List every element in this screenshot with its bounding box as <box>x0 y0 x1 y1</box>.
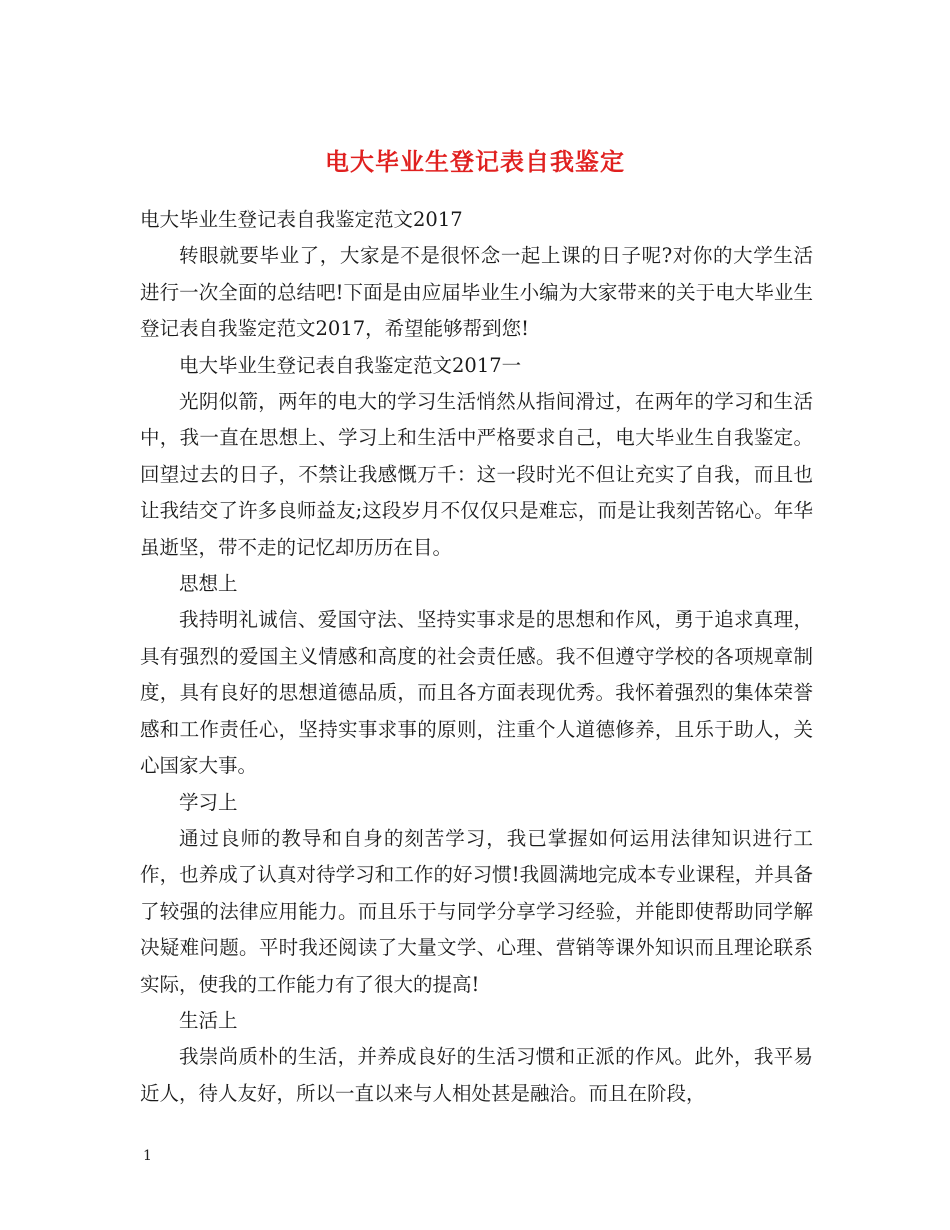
page-number: 1 <box>143 1148 152 1164</box>
section-heading-sample-one: 电大毕业生登记表自我鉴定范文2017一 <box>179 353 522 377</box>
section-heading-life: 生活上 <box>179 1008 238 1032</box>
intro-paragraph: 转眼就要毕业了，大家是不是很怀念一起上课的日子呢?对你的大学生活进行一次全面的总结吧!下面是由应届毕业生小编为大家带来的关于电大毕业生登记表自我鉴定范文2017，希望能够帮到您! <box>140 244 813 341</box>
document-subtitle: 电大毕业生登记表自我鉴定范文2017 <box>140 208 463 231</box>
thought-paragraph: 我持明礼诚信、爱国守法、坚持实事求是的思想和作风，勇于追求真理，具有强烈的爱国主义情感和高度的社会责任感。我不但遵守学校的各项规章制度，具有良好的思想道德品质，而且各方面表现优秀。我怀着强烈的集体荣誉感和工作责任心，坚持实事求事的原则，注重个人道德修养，且乐于助人，关心国家大事。 <box>140 608 813 778</box>
section-heading-study: 学习上 <box>179 790 238 814</box>
page-title: 电大毕业生登记表自我鉴定 <box>325 147 625 177</box>
overview-paragraph: 光阴似箭，两年的电大的学习生活悄然从指间滑过，在两年的学习和生活中，我一直在思想上、学习上和生活中严格要求自己，电大毕业生自我鉴定。回望过去的日子，不禁让我感慨万千：这一段时光不但让充实了自我，而且也让我结交了许多良师益友;这段岁月不仅仅只是难忘，而是让我刻苦铭心。年华虽逝坚，带不走的记忆却历历在目。 <box>140 390 813 559</box>
life-paragraph: 我崇尚质朴的生活，并养成良好的生活习惯和正派的作风。此外，我平易近人，待人友好，所以一直以来与人相处甚是融洽。而且在阶段， <box>140 1045 813 1105</box>
section-heading-thought: 思想上 <box>179 572 238 596</box>
document-body <box>140 202 813 1112</box>
study-paragraph: 通过良师的教导和自身的刻苦学习，我已掌握如何运用法律知识进行工作，也养成了认真对待学习和工作的好习惯!我圆满地完成本专业课程，并具备了较强的法律应用能力。而且乐于与同学分享学习经验，并能即使帮助同学解决疑难问题。平时我还阅读了大量文学、心理、营销等课外知识而且理论联系实际，使我的工作能力有了很大的提高! <box>140 826 813 996</box>
